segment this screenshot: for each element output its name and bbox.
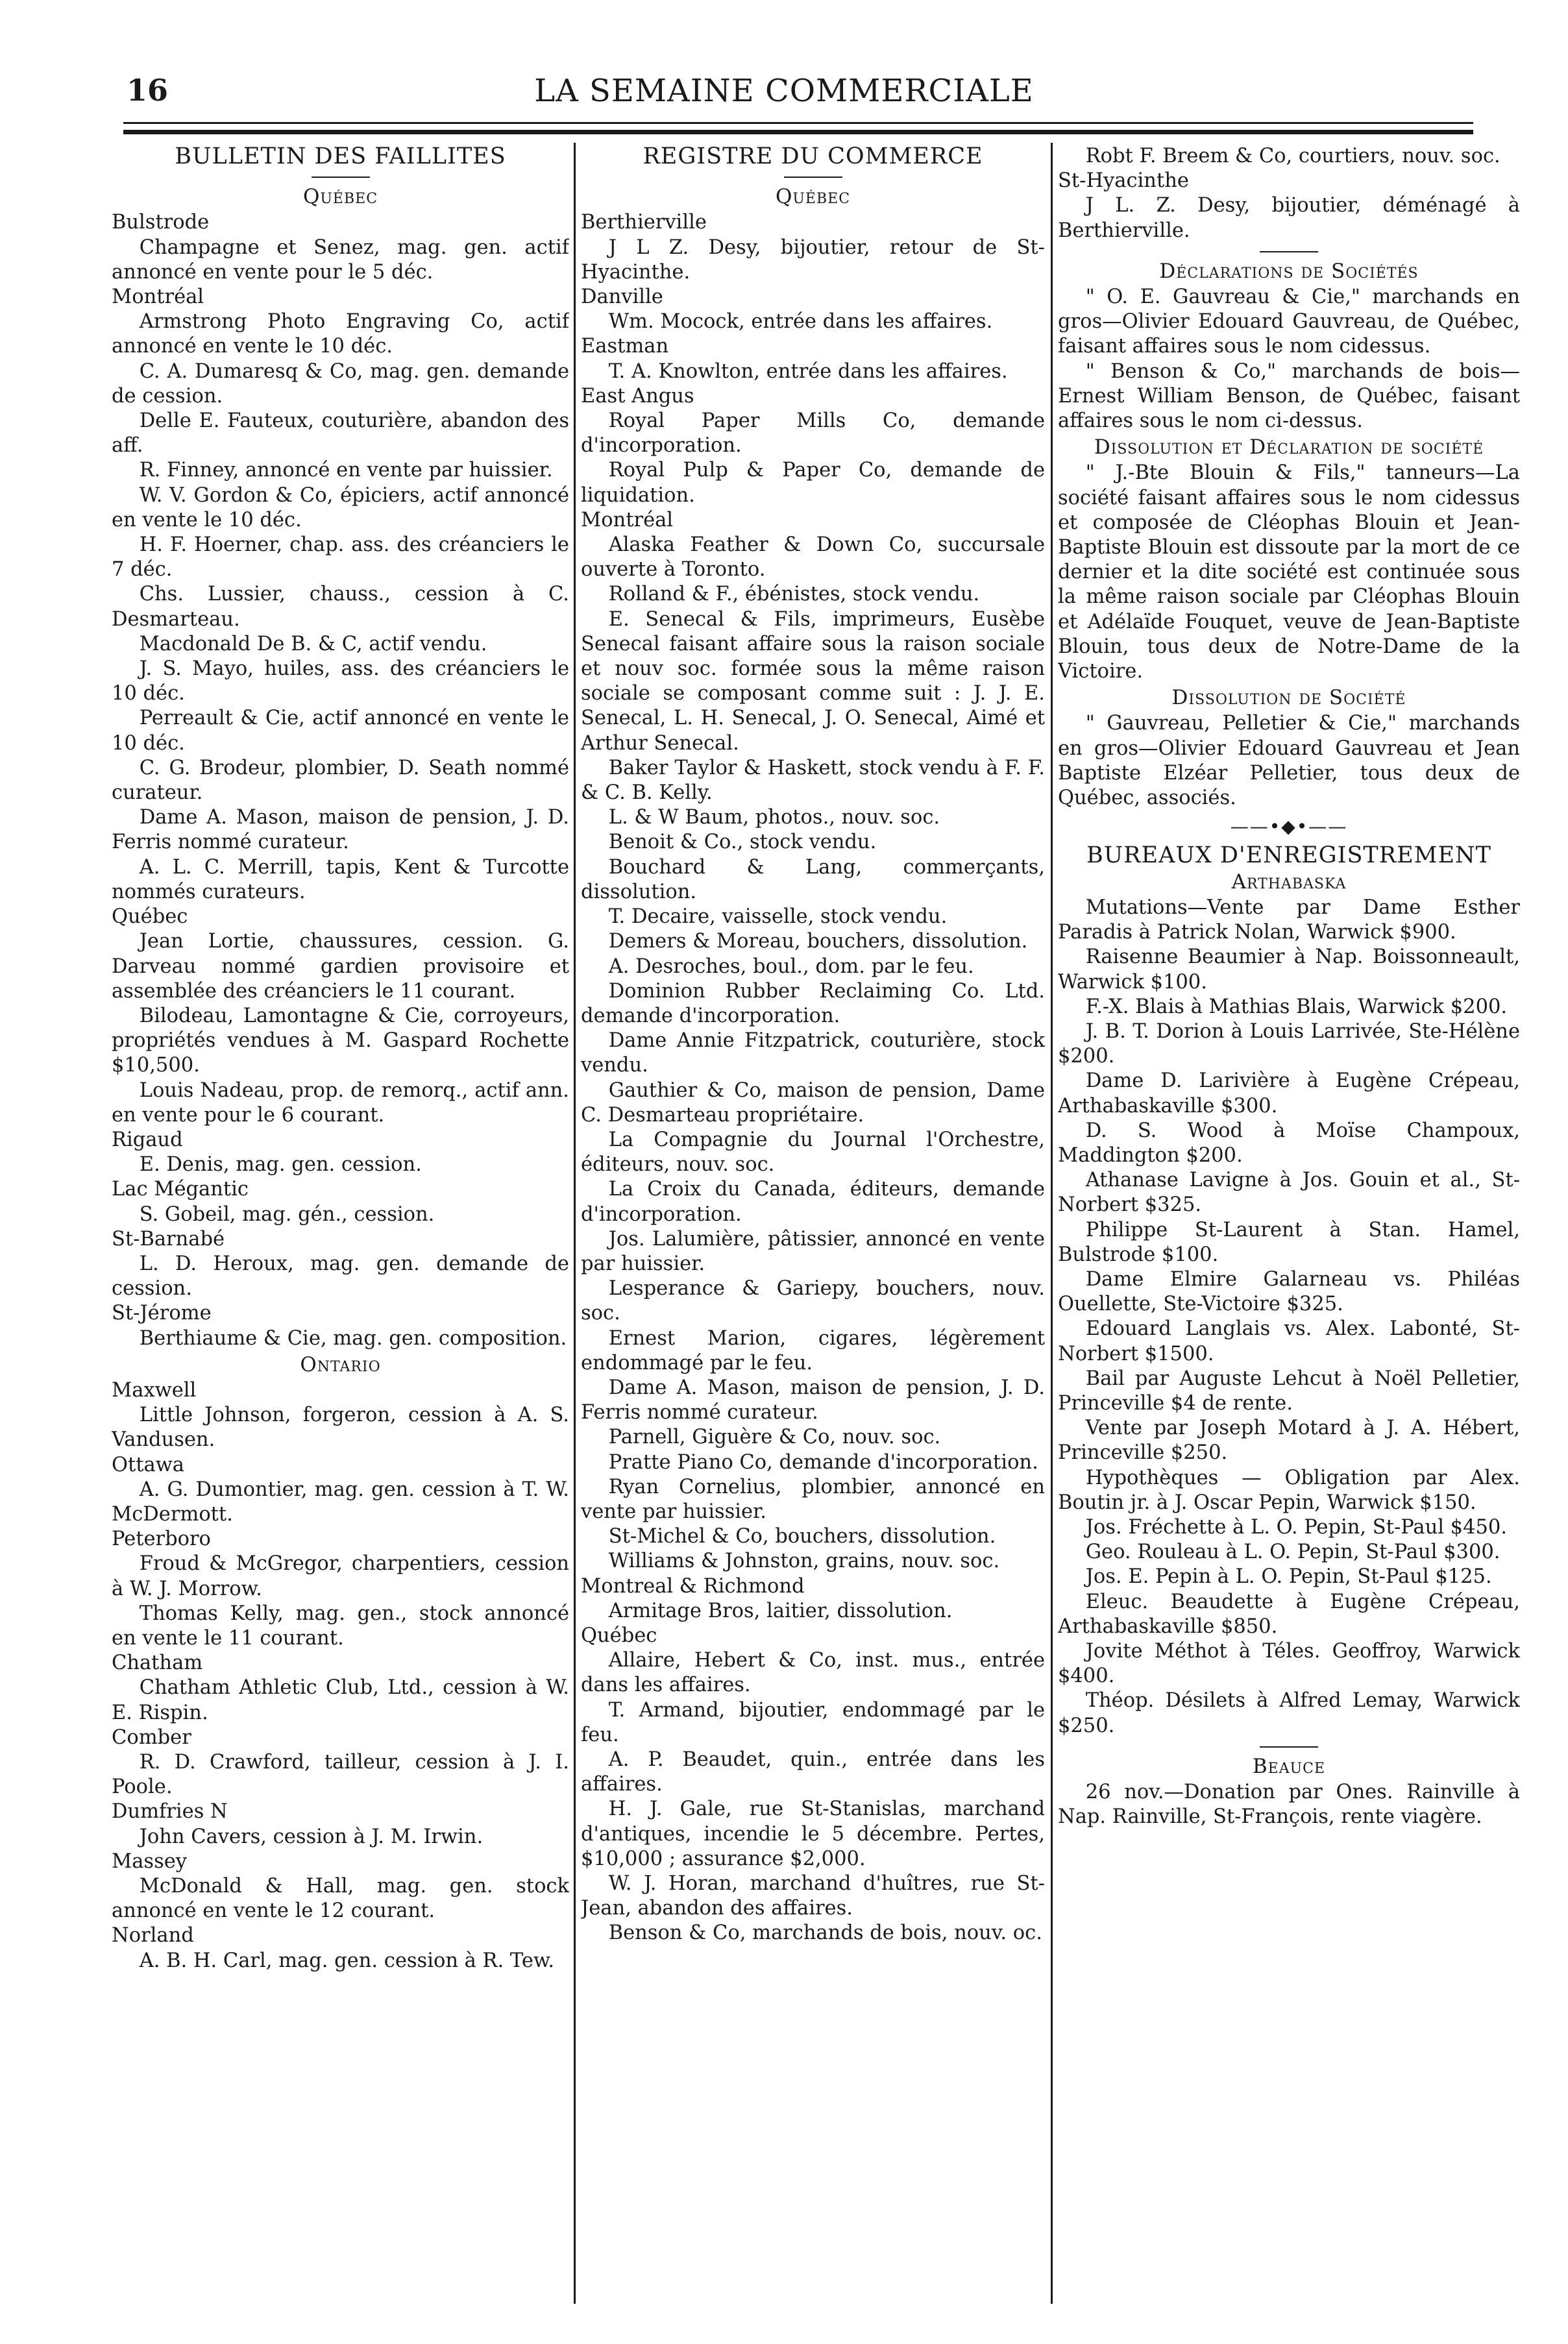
list-item: 26 nov.—Donation par Ones. Rainville à Nap. Rainville, St-François, rente viagère. [1058, 1781, 1520, 1829]
list-item: S. Gobeil, mag. gén., cession. [139, 1203, 435, 1226]
region-heading: Québec [775, 185, 851, 209]
column-divider [574, 143, 576, 2304]
list-item: Jos. E. Pepin à L. O. Pepin, St-Paul $125. [1085, 1565, 1492, 1589]
ornament-divider: ——•◆•—— [1230, 816, 1348, 838]
page-number: 16 [127, 73, 169, 108]
title-rule [312, 177, 370, 178]
column-body [581, 184, 1045, 1946]
list-item: Ryan Cornelius, plombier, annoncé en vente par huissier. [581, 1475, 1045, 1523]
list-item: Mutations—Vente par Dame Esther Paradis à Patrick Nolan, Warwick $900. [1058, 896, 1520, 944]
list-item: J L Z. Desy, bijoutier, retour de St-Hyacinthe. [581, 236, 1045, 284]
list-item: Athanase Lavigne à Jos. Gouin et al., St-Norbert $325. [1058, 1169, 1520, 1217]
list-item: La Compagnie du Journal l'Orchestre, éditeurs, nouv. soc. [581, 1128, 1045, 1177]
divider [1260, 1746, 1318, 1748]
list-item: T. Decaire, vaisselle, stock vendu. [608, 905, 948, 929]
declaration-heading: Déclarations de Sociétés [1159, 259, 1419, 283]
place-name: East Angus [581, 384, 694, 408]
list-item: " J.-Bte Blouin & Fils," tanneurs—La société faisant affaires sous le nom cidessus et composée de Cléophas Blouin et Jean-Baptiste Blouin est dissoute par la mort de ce dernier et la dite société est continuée sous la même raison sociale par Cléophas Blouin et Adélaïde Fouquet, veuve de Jean-Baptiste Blouin, tous deux de Notre-Dame de la Victoire. [1058, 461, 1520, 683]
list-item: T. A. Knowlton, entrée dans les affaires. [608, 360, 1008, 383]
list-item: R. Finney, annoncé en vente par huissier. [139, 459, 553, 482]
list-item: Williams & Johnston, grains, nouv. soc. [608, 1550, 1000, 1573]
bureaux-body [1058, 870, 1520, 1830]
list-item: Baker Taylor & Haskett, stock vendu à F. F. & C. B. Kelly. [581, 756, 1045, 805]
list-item: Raisenne Beaumier à Nap. Boissonneault, Warwick $100. [1058, 946, 1520, 994]
place-name: Chatham [112, 1652, 203, 1675]
list-item: J. B. T. Dorion à Louis Larrivée, Ste-Hélène $200. [1058, 1019, 1520, 1068]
list-item: Gauthier & Co, maison de pension, Dame C. Desmarteau propriétaire. [581, 1079, 1045, 1127]
list-item: Delle E. Fauteux, couturière, abandon des aff. [112, 409, 569, 458]
column-registre-commerce [581, 144, 1045, 2299]
place-name: St-Barnabé [112, 1227, 225, 1251]
column-third [1058, 144, 1520, 2299]
page-header [0, 0, 1568, 123]
list-item: A. B. H. Carl, mag. gen. cession à R. Tew. [139, 1949, 555, 1972]
list-item: Wm. Mocock, entrée dans les affaires. [608, 310, 993, 334]
list-item: Benoit & Co., stock vendu. [608, 831, 877, 854]
list-item: Demers & Moreau, bouchers, dissolution. [608, 930, 1028, 953]
list-item: " Gauvreau, Pelletier & Cie," marchands en gros—Olivier Edouard Gauvreau et Jean Baptiste Elzéar Pelletier, tous deux de Québec, associés. [1058, 712, 1520, 810]
place-name: Rigaud [112, 1128, 183, 1151]
place-name: Québec [581, 1624, 657, 1647]
region-heading: Ontario [300, 1352, 381, 1376]
list-item: Dominion Rubber Reclaiming Co. Ltd. demande d'incorporation. [581, 979, 1045, 1027]
list-item: Louis Nadeau, prop. de remorq., actif ann. en vente pour le 6 courant. [112, 1079, 569, 1127]
list-item: Philippe St-Laurent à Stan. Hamel, Bulstrode $100. [1058, 1218, 1520, 1266]
list-item: Alaska Feather & Down Co, succursale ouverte à Toronto. [581, 533, 1045, 581]
list-item: Macdonald De B. & C, actif vendu. [139, 632, 487, 655]
bureau-heading: Arthabaska [1231, 870, 1347, 894]
list-item: H. J. Gale, rue St-Stanislas, marchand d'antiques, incendie le 5 décembre. Pertes, $10,000 ; assurance $2,000. [581, 1798, 1045, 1870]
list-item: A. P. Beaudet, quin., entrée dans les affaires. [581, 1748, 1045, 1796]
title-rule [784, 177, 842, 178]
column-top [1058, 144, 1520, 243]
bureau-heading: Beauce [1252, 1754, 1326, 1778]
list-item: Dame A. Mason, maison de pension, J. D. Ferris nommé curateur. [112, 806, 569, 854]
list-item: La Croix du Canada, éditeurs, demande d'incorporation. [581, 1178, 1045, 1226]
place-name: Massey [112, 1850, 187, 1873]
list-item: Bail par Auguste Lehcut à Noël Pelletier, Princeville $4 de rente. [1058, 1367, 1520, 1415]
place-name: Berthierville [581, 211, 707, 234]
list-item: A. L. C. Merrill, tapis, Kent & Turcotte nommés curateurs. [112, 855, 569, 903]
list-item: L. & W Baum, photos., nouv. soc. [608, 806, 940, 829]
list-item: C. A. Dumaresq & Co, mag. gen. demande de cession. [112, 360, 569, 408]
declaration-heading: Dissolution et Déclaration de société [1094, 435, 1484, 459]
list-item: Royal Paper Mills Co, demande d'incorporation. [581, 409, 1045, 458]
list-item: Jos. Fréchette à L. O. Pepin, St-Paul $450. [1085, 1515, 1507, 1539]
list-item: Parnell, Giguère & Co, nouv. soc. [608, 1426, 941, 1449]
list-item: Royal Pulp & Paper Co, demande de liquidation. [581, 459, 1045, 507]
list-item: Dame A. Mason, maison de pension, J. D. Ferris nommé curateur. [581, 1376, 1045, 1424]
list-item: Geo. Rouleau à L. O. Pepin, St-Paul $300. [1085, 1541, 1501, 1564]
list-item: " Benson & Co," marchands de bois—Ernest William Benson, de Québec, faisant affaires sous le nom ci-dessus. [1058, 360, 1520, 433]
list-item: Ernest Marion, cigares, légèrement endommagé par le feu. [581, 1326, 1045, 1374]
place-name: Dumfries N [112, 1800, 228, 1824]
list-item: Perreault & Cie, actif annoncé en vente le 10 déc. [112, 707, 569, 755]
list-item: Bouchard & Lang, commerçants, dissolution. [581, 855, 1045, 903]
list-item: John Cavers, cession à J. M. Irwin. [139, 1825, 484, 1848]
list-item: D. S. Wood à Moïse Champoux, Maddington $200. [1058, 1119, 1520, 1167]
list-item: Vente par Joseph Motard à J. A. Hébert, Princeville $250. [1058, 1417, 1520, 1465]
declarations [1058, 251, 1520, 811]
list-item: Allaire, Hebert & Co, inst. mus., entrée dans les affaires. [581, 1649, 1045, 1697]
list-item: Benson & Co, marchands de bois, nouv. oc. [608, 1922, 1042, 1945]
place-name: Montreal & Richmond [581, 1574, 805, 1598]
list-item: Bilodeau, Lamontagne & Cie, corroyeurs, propriétés vendues à M. Gaspard Rochette $10,500. [112, 1004, 569, 1077]
list-item: Jos. Lalumière, pâtissier, annoncé en vente par huissier. [581, 1227, 1045, 1275]
place-name: Bulstrode [112, 211, 210, 234]
place-name: Montréal [581, 508, 674, 531]
list-item: Jovite Méthot à Téles. Geoffroy, Warwick $400. [1058, 1639, 1520, 1688]
masthead-title: LA SEMAINE COMMERCIALE [534, 73, 1034, 109]
list-item: A. Desroches, boul., dom. par le feu. [608, 955, 974, 978]
place-name: Comber [112, 1726, 191, 1749]
list-item: Dame Annie Fitzpatrick, couturière, stock vendu. [581, 1029, 1045, 1077]
list-item: Chatham Athletic Club, Ltd., cession à W. E. Rispin. [112, 1676, 569, 1724]
place-name: St-Hyacinthe [1058, 169, 1189, 193]
list-item: Jean Lortie, chaussures, cession. G. Darveau nommé gardien provisoire et assemblée des créanciers le 11 courant. [112, 930, 569, 1003]
list-item: Lesperance & Gariepy, bouchers, nouv. soc. [581, 1277, 1045, 1325]
list-item: Armstrong Photo Engraving Co, actif annoncé en vente le 10 déc. [112, 310, 569, 358]
list-item: Théop. Désilets à Alfred Lemay, Warwick $250. [1058, 1689, 1520, 1737]
place-name: Montréal [112, 286, 204, 309]
list-item: L. D. Heroux, mag. gen. demande de cession. [112, 1252, 569, 1300]
list-item: Berthiaume & Cie, mag. gen. composition. [139, 1326, 567, 1350]
place-name: St-Jérome [112, 1302, 212, 1325]
place-name: Eastman [581, 335, 669, 358]
list-item: W. V. Gordon & Co, épiciers, actif annoncé en vente le 10 déc. [112, 483, 569, 531]
list-item: J. S. Mayo, huiles, ass. des créanciers le 10 déc. [112, 657, 569, 705]
list-item: A. G. Dumontier, mag. gen. cession à T. W. McDermott. [112, 1478, 569, 1526]
place-name: Maxwell [112, 1378, 197, 1402]
list-item: J L. Z. Desy, bijoutier, déménagé à Berthierville. [1058, 194, 1520, 242]
place-name: Norland [112, 1924, 194, 1947]
column-bulletin-faillites [112, 144, 569, 2299]
list-item: Hypothèques — Obligation par Alex. Boutin jr. à J. Oscar Pepin, Warwick $150. [1058, 1466, 1520, 1514]
list-item: E. Denis, mag. gen. cession. [139, 1153, 422, 1177]
list-item: Chs. Lussier, chauss., cession à C. Desmarteau. [112, 583, 569, 631]
list-item: W. J. Horan, marchand d'huîtres, rue St-Jean, abandon des affaires. [581, 1872, 1045, 1920]
header-rule-thin [123, 122, 1473, 124]
bureaux-title: BUREAUX D'ENREGISTREMENT [1086, 842, 1492, 869]
list-item: Dame Elmire Galarneau vs. Philéas Ouellette, Ste-Victoire $325. [1058, 1267, 1520, 1316]
place-name: Lac Mégantic [112, 1178, 249, 1201]
list-item: H. F. Hoerner, chap. ass. des créanciers le 7 déc. [112, 533, 569, 581]
list-item: Edouard Langlais vs. Alex. Labonté, St-Norbert $1500. [1058, 1317, 1520, 1365]
list-item: Armitage Bros, laitier, dissolution. [608, 1599, 953, 1622]
list-item: St-Michel & Co, bouchers, dissolution. [608, 1525, 996, 1548]
list-item: Dame D. Larivière à Eugène Crépeau, Arthabaskaville $300. [1058, 1069, 1520, 1117]
list-item: R. D. Crawford, tailleur, cession à J. I. Poole. [112, 1751, 569, 1799]
list-item: Thomas Kelly, mag. gen., stock annoncé en vente le 11 courant. [112, 1602, 569, 1650]
section-title: REGISTRE DU COMMERCE [643, 144, 983, 169]
divider [1260, 251, 1318, 252]
column-body [112, 184, 569, 1973]
list-item: Robt F. Breem & Co, courtiers, nouv. soc. [1085, 145, 1501, 167]
region-heading: Québec [302, 185, 378, 209]
list-item: Eleuc. Beaudette à Eugène Crépeau, Arthabaskaville $850. [1058, 1590, 1520, 1638]
list-item: McDonald & Hall, mag. gen. stock annoncé en vente le 12 courant. [112, 1875, 569, 1923]
list-item: E. Senecal & Fils, imprimeurs, Eusèbe Senecal faisant affaire sous la raison sociale et nouv soc. formée sous la même raison sociale se composant comme suit : J. J. E. Senecal, L. H. Senecal, J. O. Senecal, Aimé et Arthur Senecal. [581, 607, 1045, 755]
list-item: Froud & McGregor, charpentiers, cession à W. J. Morrow. [112, 1552, 569, 1600]
place-name: Danville [581, 286, 663, 309]
list-item: C. G. Brodeur, plombier, D. Seath nommé curateur. [112, 756, 569, 805]
declaration-heading: Dissolution de Société [1171, 686, 1406, 710]
header-rule-thick [123, 130, 1473, 134]
list-item: Little Johnson, forgeron, cession à A. S. Vandusen. [112, 1404, 569, 1452]
place-name: Ottawa [112, 1453, 184, 1476]
place-name: Peterboro [112, 1528, 211, 1551]
list-item: F.-X. Blais à Mathias Blais, Warwick $200. [1085, 995, 1508, 1018]
list-item: T. Armand, bijoutier, endommagé par le feu. [581, 1698, 1045, 1746]
place-name: Québec [112, 905, 188, 929]
list-item: Champagne et Senez, mag. gen. actif annoncé en vente pour le 5 déc. [112, 236, 569, 284]
list-item: Rolland & F., ébénistes, stock vendu. [608, 583, 980, 606]
list-item: " O. E. Gauvreau & Cie," marchands en gros—Olivier Edouard Gauvreau, de Québec, faisant affaires sous le nom cidessus. [1058, 286, 1520, 358]
column-divider [1051, 143, 1053, 2304]
section-title: BULLETIN DES FAILLITES [175, 144, 506, 169]
list-item: Pratte Piano Co, demande d'incorporation. [608, 1450, 1038, 1474]
